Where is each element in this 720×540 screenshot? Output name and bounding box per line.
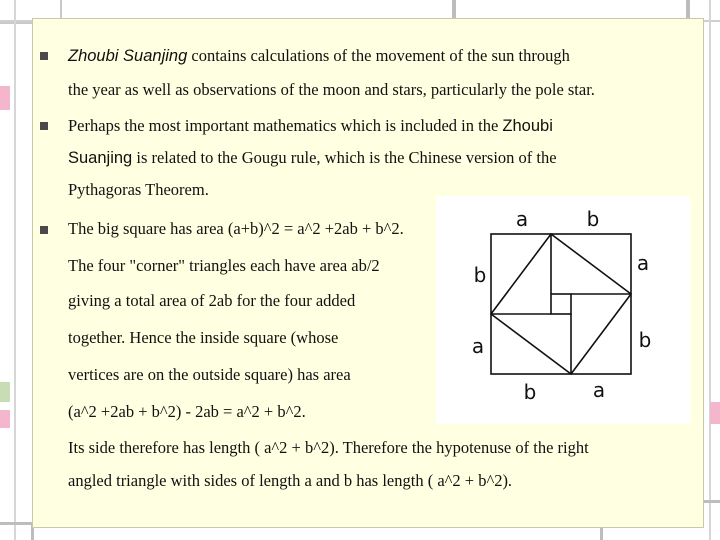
bullet-1-line-1 bbox=[68, 46, 570, 66]
frame-right-pink-accent bbox=[710, 402, 720, 424]
bullet-3-line-2: The four "corner" triangles each have area ab/2 bbox=[68, 256, 380, 275]
frame-left-pink-accent bbox=[0, 86, 10, 110]
bullet-3-line-5: vertices are on the outside square) has area bbox=[68, 365, 351, 384]
frame-bottom-left-box bbox=[0, 522, 34, 540]
bullet-2-line-3: Pythagoras Theorem. bbox=[68, 180, 209, 199]
bullet-marker-3 bbox=[40, 226, 48, 234]
bullet-1-term: Zhoubi Suanjing bbox=[68, 47, 188, 65]
bullet-marker-1 bbox=[40, 52, 48, 60]
bullet-3-line-4: together. Hence the inside square (whose bbox=[68, 328, 339, 347]
frame-left-pink-accent-2 bbox=[0, 410, 10, 428]
center-small-square bbox=[551, 294, 571, 314]
outer-square bbox=[491, 234, 631, 374]
bullet-2-term-part-2: Suanjing bbox=[68, 149, 133, 167]
frame-right-rule bbox=[709, 0, 711, 540]
gougu-diagram-svg bbox=[436, 196, 690, 424]
bullet-2-line-2-rest: is related to the Gougu rule, which is the Chinese version of the bbox=[136, 148, 557, 167]
bullet-2-line-1-text: Perhaps the most important mathematics which is included in the bbox=[68, 116, 499, 135]
bullet-3-line-7: Its side therefore has length ( a^2 + b^2). Therefore the hypotenuse of the right bbox=[68, 438, 589, 457]
label-right-b: b bbox=[638, 328, 652, 352]
label-bottom-b: b bbox=[523, 380, 537, 404]
gougu-square-diagram bbox=[436, 196, 690, 424]
label-bottom-a: a bbox=[592, 378, 606, 402]
bullet-marker-2 bbox=[40, 122, 48, 130]
bullet-2-line-1 bbox=[68, 116, 553, 136]
bullet-2-line-2 bbox=[68, 148, 557, 168]
bullet-3-line-8: angled triangle with sides of length a and b has length ( a^2 + b^2). bbox=[68, 471, 513, 490]
bullet-1-line-1-rest: contains calculations of the movement of the sun through bbox=[191, 46, 570, 65]
label-top-a: a bbox=[515, 207, 529, 231]
inner-square bbox=[491, 234, 631, 374]
frame-left-rule bbox=[14, 0, 16, 540]
label-top-b: b bbox=[586, 207, 600, 231]
bullet-3-line-6: (a^2 +2ab + b^2) - 2ab = a^2 + b^2. bbox=[68, 402, 306, 421]
bullet-2-term-part-1: Zhoubi bbox=[502, 117, 553, 135]
label-right-a: a bbox=[636, 251, 650, 275]
bullet-3-line-3: giving a total area of 2ab for the four added bbox=[68, 291, 356, 310]
label-left-b: b bbox=[473, 263, 487, 287]
frame-left-green-accent bbox=[0, 382, 10, 402]
label-left-a: a bbox=[471, 334, 485, 358]
bullet-1-line-2: the year as well as observations of the moon and stars, particularly the pole star. bbox=[68, 80, 595, 99]
bullet-3-line-1: The big square has area (a+b)^2 = a^2 +2ab + b^2. bbox=[68, 219, 404, 238]
